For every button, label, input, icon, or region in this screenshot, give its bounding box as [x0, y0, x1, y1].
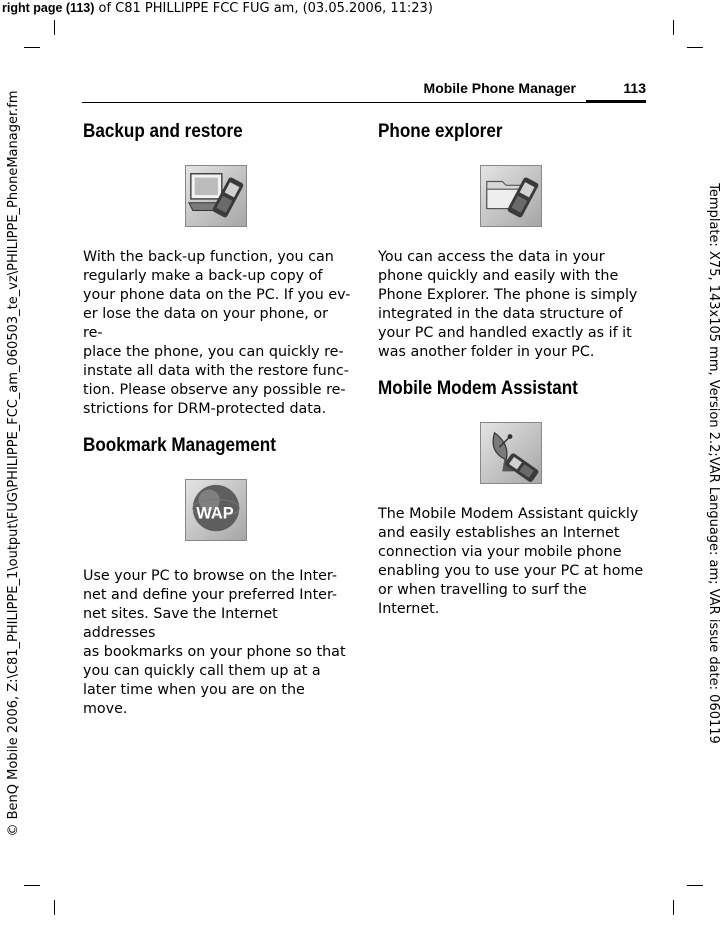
- modem-section: [378, 377, 646, 619]
- bookmark-section: [83, 434, 351, 719]
- modem-heading: Mobile Modem Assistant: [378, 378, 578, 399]
- crop-mark: [24, 47, 40, 48]
- explorer-section: [378, 120, 646, 362]
- satellite-dish-icon: [480, 422, 542, 484]
- backup-restore-icon: [185, 165, 247, 227]
- right-column: [378, 120, 646, 619]
- left-margin-filepath: © BenQ Mobile 2006, Z:\C81_PHILIPPE_1\output\FUG\PHILIPPE_FCC_am_060503_te_vz\PHILIPPE_PhoneManager.fm: [6, 90, 21, 837]
- backup-text: With the back-up function, you can regularly make a back-up copy of your phone data on the PC. If you ev- er lose the data on your phone, or re- place the phone, you can quickly re- instate all data with the restore func- tion. Please observe any possible re- strictions for DRM-protected data.: [83, 249, 351, 417]
- print-info-line: [2, 0, 433, 17]
- modem-text: The Mobile Modem Assistant quickly and easily establishes an Internet connection via your mobile phone enabling you to use your PC at home or when travelling to surf the Internet.: [378, 506, 644, 617]
- wap-label: WAP: [196, 504, 234, 523]
- bookmark-heading: Bookmark Management: [83, 435, 276, 456]
- explorer-text: You can access the data in your phone quickly and easily with the Phone Explorer. The phone is simply integrated in the data structure of your PC and handled exactly as if it was another folder in your PC.: [378, 249, 638, 360]
- crop-mark: [687, 47, 703, 48]
- crop-mark: [24, 885, 40, 886]
- page-number: 113: [623, 80, 646, 96]
- crop-mark: [54, 20, 55, 35]
- crop-mark: [54, 900, 55, 915]
- backup-heading: Backup and restore: [83, 121, 243, 142]
- backup-section: [83, 120, 351, 419]
- print-info-page: right page (113): [2, 1, 95, 15]
- right-margin-template: Template: X75, 143x105 mm, Version 2.2;VAR Language: am; VAR issue date: 060119: [706, 183, 721, 744]
- crop-mark: [673, 900, 674, 915]
- page-number-box: [586, 74, 646, 102]
- crop-mark: [673, 20, 674, 35]
- header-title: Mobile Phone Manager: [423, 80, 576, 96]
- crop-mark: [687, 885, 703, 886]
- page-header: [82, 74, 646, 103]
- wap-globe-icon: [185, 479, 247, 541]
- print-info-details: of C81 PHILLIPPE FCC FUG am, (03.05.2006, 11:23): [94, 1, 433, 16]
- bookmark-text: Use your PC to browse on the Inter- net and define your preferred Inter- net sites. Save the Internet addresses as bookmarks on your phone so that you can quickly call them up at a later time when you are on the move.: [83, 568, 346, 717]
- phone-explorer-icon: [480, 165, 542, 227]
- explorer-heading: Phone explorer: [378, 121, 503, 142]
- left-column: [83, 120, 351, 719]
